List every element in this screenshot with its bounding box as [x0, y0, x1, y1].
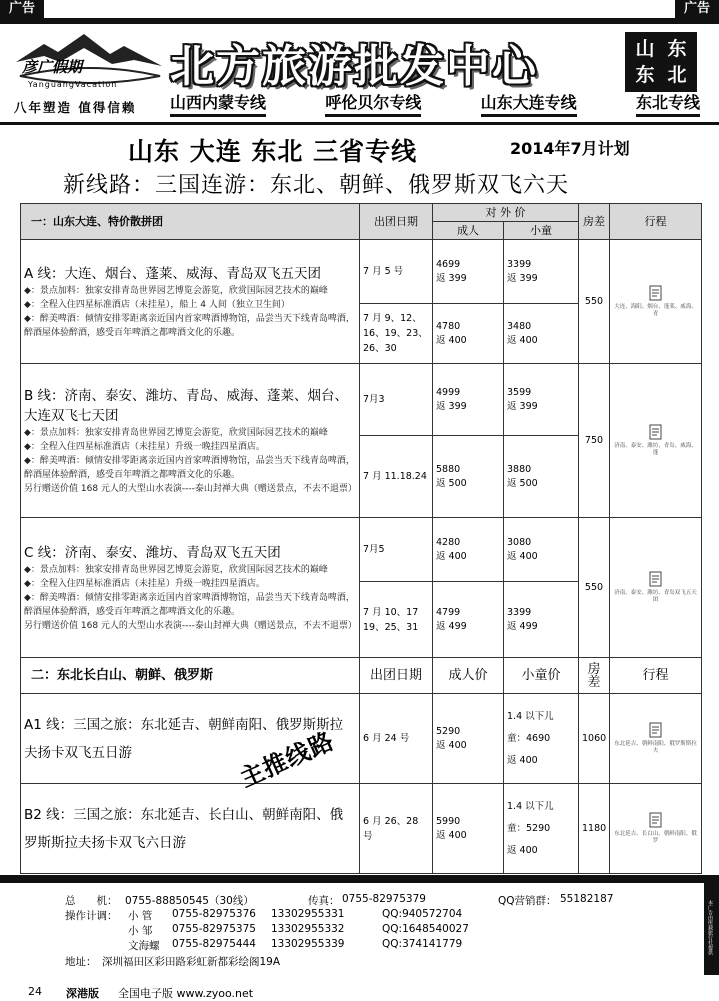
- logo-name: 彦广假期: [22, 58, 83, 76]
- rebate-value: 返 400: [436, 829, 467, 841]
- col-itin-header: 行程: [610, 204, 702, 240]
- price-value: 4280: [436, 536, 461, 548]
- depart-date: 6 月 24 号: [360, 694, 433, 784]
- table-row: [21, 240, 702, 304]
- child-price: [504, 436, 579, 518]
- total-phone: 0755-88850545（30线）: [125, 895, 254, 907]
- staff-name: 文海螺: [128, 940, 160, 952]
- document-icon: [649, 722, 663, 738]
- slogan: 八年塑造 值得信赖: [14, 100, 137, 115]
- itinerary-text: 东北延吉、朝鲜南阳、俄罗斯斯拉夫: [614, 741, 697, 754]
- child-price: [504, 582, 579, 658]
- child-price: [504, 364, 579, 436]
- line-title: C 线：济南、泰安、潍坊、青岛双飞五天团: [24, 544, 281, 561]
- page-number: 24: [28, 985, 42, 998]
- adult-price: [433, 582, 504, 658]
- depart-date: 6 月 26、28 号: [360, 784, 433, 874]
- route-item: 东北专线: [636, 90, 700, 117]
- adult-price: [433, 364, 504, 436]
- top-bar: [0, 18, 719, 24]
- line-note: ◆：景点加料：独家安排青岛世界园艺博览会游览，欣赏国际园艺技术的巅峰: [24, 285, 328, 296]
- table-header-row: [21, 204, 702, 222]
- adult-price: [433, 694, 504, 784]
- adult-price: [433, 518, 504, 582]
- room-diff: 750: [579, 364, 610, 518]
- fax-number: 0755-82975379: [342, 893, 426, 905]
- consult-label: 操作计调：: [65, 910, 118, 922]
- section-title: 一：山东大连、特价散拼团: [21, 204, 360, 240]
- price-value: 4999: [436, 386, 461, 398]
- line-title: A1 线：三国之旅：东北延吉、朝鲜南阳、俄罗斯斯拉夫扬卡双飞五日游: [21, 694, 360, 784]
- adult-price: [433, 304, 504, 364]
- header-divider: [0, 122, 719, 125]
- document-icon: [649, 571, 663, 587]
- document-icon: [649, 812, 663, 828]
- table-header-row: [21, 658, 702, 694]
- col-date-header: 出团日期: [360, 204, 433, 240]
- depart-date: 7 月 9、12、16、19、23、26、30: [360, 304, 433, 364]
- col-child-header: 小童价: [504, 658, 579, 694]
- col-adult-header: 成人: [433, 222, 504, 240]
- rebate-value: 返 399: [436, 272, 467, 284]
- room-diff: 550: [579, 240, 610, 364]
- depart-date: 7 月 5 号: [360, 240, 433, 304]
- table-row: [21, 364, 702, 436]
- depart-date: 7 月 10、17 19、25、31: [360, 582, 433, 658]
- itinerary-cell[interactable]: [610, 784, 702, 874]
- line-note: ◆：全程入住四星标准酒店（未挂星），船上 4 人间（独立卫生间）: [24, 299, 290, 310]
- col-room-header: 房差: [579, 658, 610, 694]
- itinerary-cell[interactable]: [610, 364, 702, 518]
- rebate-value: 返 499: [507, 620, 538, 632]
- staff-qq: QQ:374141779: [382, 938, 463, 950]
- rebate-value: 返 400: [436, 739, 467, 751]
- rebate-value: 返 400: [507, 844, 538, 856]
- line-note: ◆：醉美啤酒：倾情安排零距离亲近国内首家啤酒博物馆，品尝当天下线青岛啤酒，醉酒屋体验醉酒，感受百年啤酒之都啤酒文化的乐趣。: [24, 455, 355, 480]
- vertical-note: 本广告由所载旅行社提供: [707, 900, 713, 955]
- badge-char: 东: [667, 38, 687, 60]
- website-link[interactable]: 全国电子版 www.zyoo.net: [118, 987, 254, 1000]
- itinerary-text: 济南、泰安、潍坊、青岛双飞五天团: [614, 590, 697, 603]
- child-price: [504, 240, 579, 304]
- badge-char: 山: [635, 38, 655, 60]
- rebate-value: 返 500: [436, 477, 467, 489]
- col-room-header: 房差: [579, 204, 610, 240]
- route-item: 呼伦贝尔专线: [325, 90, 421, 117]
- brand-title: 北方旅游批发中心: [170, 41, 538, 92]
- staff-mobile: 13302955332: [271, 923, 345, 935]
- adult-price: [433, 240, 504, 304]
- col-adult-header: 成人价: [433, 658, 504, 694]
- badge-char: 北: [667, 64, 687, 86]
- table-row: [21, 784, 702, 874]
- room-diff: 550: [579, 518, 610, 658]
- rebate-value: 返 499: [436, 620, 467, 632]
- fax-label: 传真：: [308, 895, 340, 907]
- col-child-header: 小童: [504, 222, 579, 240]
- price-value: 3399: [507, 258, 532, 270]
- itinerary-text: 大连、海阳、烟台、蓬莱、威海、青: [614, 304, 697, 317]
- price-value: 4699: [436, 258, 461, 270]
- child-price: [504, 518, 579, 582]
- rebate-value: 返 400: [507, 754, 538, 766]
- line-title: B2 线：三国之旅：东北延吉、长白山、朝鲜南阳、俄罗斯斯拉夫扬卡双飞六日游: [21, 784, 360, 874]
- ad-label-left: 广告: [0, 0, 44, 18]
- ad-label-right: 广告: [675, 0, 719, 18]
- price-value: 3399: [507, 606, 532, 618]
- page-title: 山东 大连 东北 三省专线: [128, 137, 418, 166]
- featured-route-stamp: 主推线路: [235, 726, 339, 793]
- price-value: 4799: [436, 606, 461, 618]
- region-badge: [625, 32, 697, 92]
- itinerary-cell[interactable]: [610, 518, 702, 658]
- total-label: 总 机：: [65, 895, 118, 907]
- staff-name: 小 邹: [128, 925, 153, 937]
- badge-char: 东: [635, 64, 655, 86]
- child-price: [504, 784, 579, 874]
- adult-price: [433, 436, 504, 518]
- route-item: 山东大连专线: [481, 90, 577, 117]
- child-price: [504, 304, 579, 364]
- address-text: 深圳福田区彩田路彩虹新都彩绘阁19A: [102, 956, 281, 968]
- rebate-value: 返 500: [507, 477, 538, 489]
- route-item: 山西内蒙专线: [170, 90, 266, 117]
- line-note: ◆：醉美啤酒：倾情安排零距离亲近国内首家啤酒博物馆，品尝当天下线青岛啤酒，醉酒屋体验醉酒，感受百年啤酒之都啤酒文化的乐趣。: [24, 592, 355, 617]
- price-value: 4780: [436, 320, 461, 332]
- plan-date: 2014年7月计划: [510, 139, 630, 158]
- price-value: 童：4690: [507, 732, 551, 744]
- price-value: 3480: [507, 320, 532, 332]
- rebate-value: 返 400: [507, 334, 538, 346]
- price-note: 1.4 以下儿: [507, 800, 554, 812]
- document-icon: [649, 424, 663, 440]
- staff-tel: 0755-82975376: [172, 908, 256, 920]
- staff-qq: QQ:1648540027: [382, 923, 469, 935]
- line-c-cell: [21, 518, 360, 658]
- price-value: 3880: [507, 463, 532, 475]
- depart-date: 7 月 11.18.24: [360, 436, 433, 518]
- rebate-value: 返 400: [507, 550, 538, 562]
- document-icon: [649, 285, 663, 301]
- route-list: [170, 90, 700, 117]
- footer-bar: [0, 875, 719, 883]
- staff-tel: 0755-82975375: [172, 923, 256, 935]
- rebate-value: 返 400: [436, 334, 467, 346]
- staff-qq: QQ:940572704: [382, 908, 463, 920]
- child-price: [504, 694, 579, 784]
- address-label: 地址：: [65, 956, 97, 968]
- line-b-cell: [21, 364, 360, 518]
- line-title: B 线：济南、泰安、潍坊、青岛、威海、蓬莱、烟台、大连双飞七天团: [24, 387, 349, 424]
- itinerary-cell[interactable]: [610, 694, 702, 784]
- adult-price: [433, 784, 504, 874]
- line-note: 另行赠送价值 168 元人的大型山水表演----泰山封禅大典（赠送景点，不去不退票）: [24, 483, 357, 494]
- line-note: ◆：全程入住四星标准酒店（未挂星）升级一晚挂四星酒店。: [24, 441, 265, 452]
- line-title: A 线：大连、烟台、蓬莱、威海、青岛双飞五天团: [24, 265, 322, 282]
- price-value: 童：5290: [507, 822, 551, 834]
- rebate-value: 返 399: [507, 272, 538, 284]
- edition-label: 深港版: [66, 987, 99, 1000]
- staff-mobile: 13302955339: [271, 938, 345, 950]
- price-value: 3599: [507, 386, 532, 398]
- depart-date: 7月3: [360, 364, 433, 436]
- qq-group-label: QQ营销群：: [498, 895, 557, 907]
- price-note: 1.4 以下儿: [507, 710, 554, 722]
- price-value: 5990: [436, 815, 461, 827]
- line-a-cell: [21, 240, 360, 364]
- rebate-value: 返 400: [436, 550, 467, 562]
- itinerary-cell[interactable]: [610, 240, 702, 364]
- col-itin-header: 行程: [610, 658, 702, 694]
- price-value: 5290: [436, 725, 461, 737]
- line-note: ◆：全程入住四星标准酒店（未挂星）升级一晚挂四星酒店。: [24, 578, 265, 589]
- contact-box: [20, 887, 701, 971]
- itinerary-text: 东北延吉、长白山、朝鲜南阳、俄罗: [614, 831, 697, 844]
- logo-subtitle: YanguangVacation: [28, 80, 118, 89]
- room-diff: 1180: [579, 784, 610, 874]
- itinerary-text: 济南、泰安、潍坊、青岛、威海、蓬: [614, 443, 697, 456]
- price-table: [20, 203, 702, 874]
- col-price-header: 对 外 价: [433, 204, 579, 222]
- rebate-value: 返 399: [436, 400, 467, 412]
- room-diff: 1060: [579, 694, 610, 784]
- col-date-header: 出团日期: [360, 658, 433, 694]
- table-row: [21, 694, 702, 784]
- price-value: 5880: [436, 463, 461, 475]
- staff-tel: 0755-82975444: [172, 938, 256, 950]
- line-note: 另行赠送价值 168 元人的大型山水表演----泰山封禅大典（赠送景点，不去不退票）: [24, 620, 357, 631]
- line-note: ◆：景点加料：独家安排青岛世界园艺博览会游览，欣赏国际园艺技术的巅峰: [24, 564, 328, 575]
- price-value: 3080: [507, 536, 532, 548]
- staff-mobile: 13302955331: [271, 908, 345, 920]
- table-row: [21, 518, 702, 582]
- line-note: ◆：景点加料：独家安排青岛世界园艺博览会游览，欣赏国际园艺技术的巅峰: [24, 427, 328, 438]
- depart-date: 7月5: [360, 518, 433, 582]
- new-route-headline: 新线路：三国连游：东北、朝鲜、俄罗斯双飞六天: [63, 173, 570, 198]
- line-note: ◆：醉美啤酒：倾情安排零距离亲近国内首家啤酒博物馆，品尝当天下线青岛啤酒，醉酒屋体验醉酒，感受百年啤酒之都啤酒文化的乐趣。: [24, 313, 355, 338]
- qq-group-number: 55182187: [560, 893, 614, 905]
- rebate-value: 返 399: [507, 400, 538, 412]
- staff-name: 小 管: [128, 910, 153, 922]
- section-title: 二：东北长白山、朝鲜、俄罗斯: [21, 658, 360, 694]
